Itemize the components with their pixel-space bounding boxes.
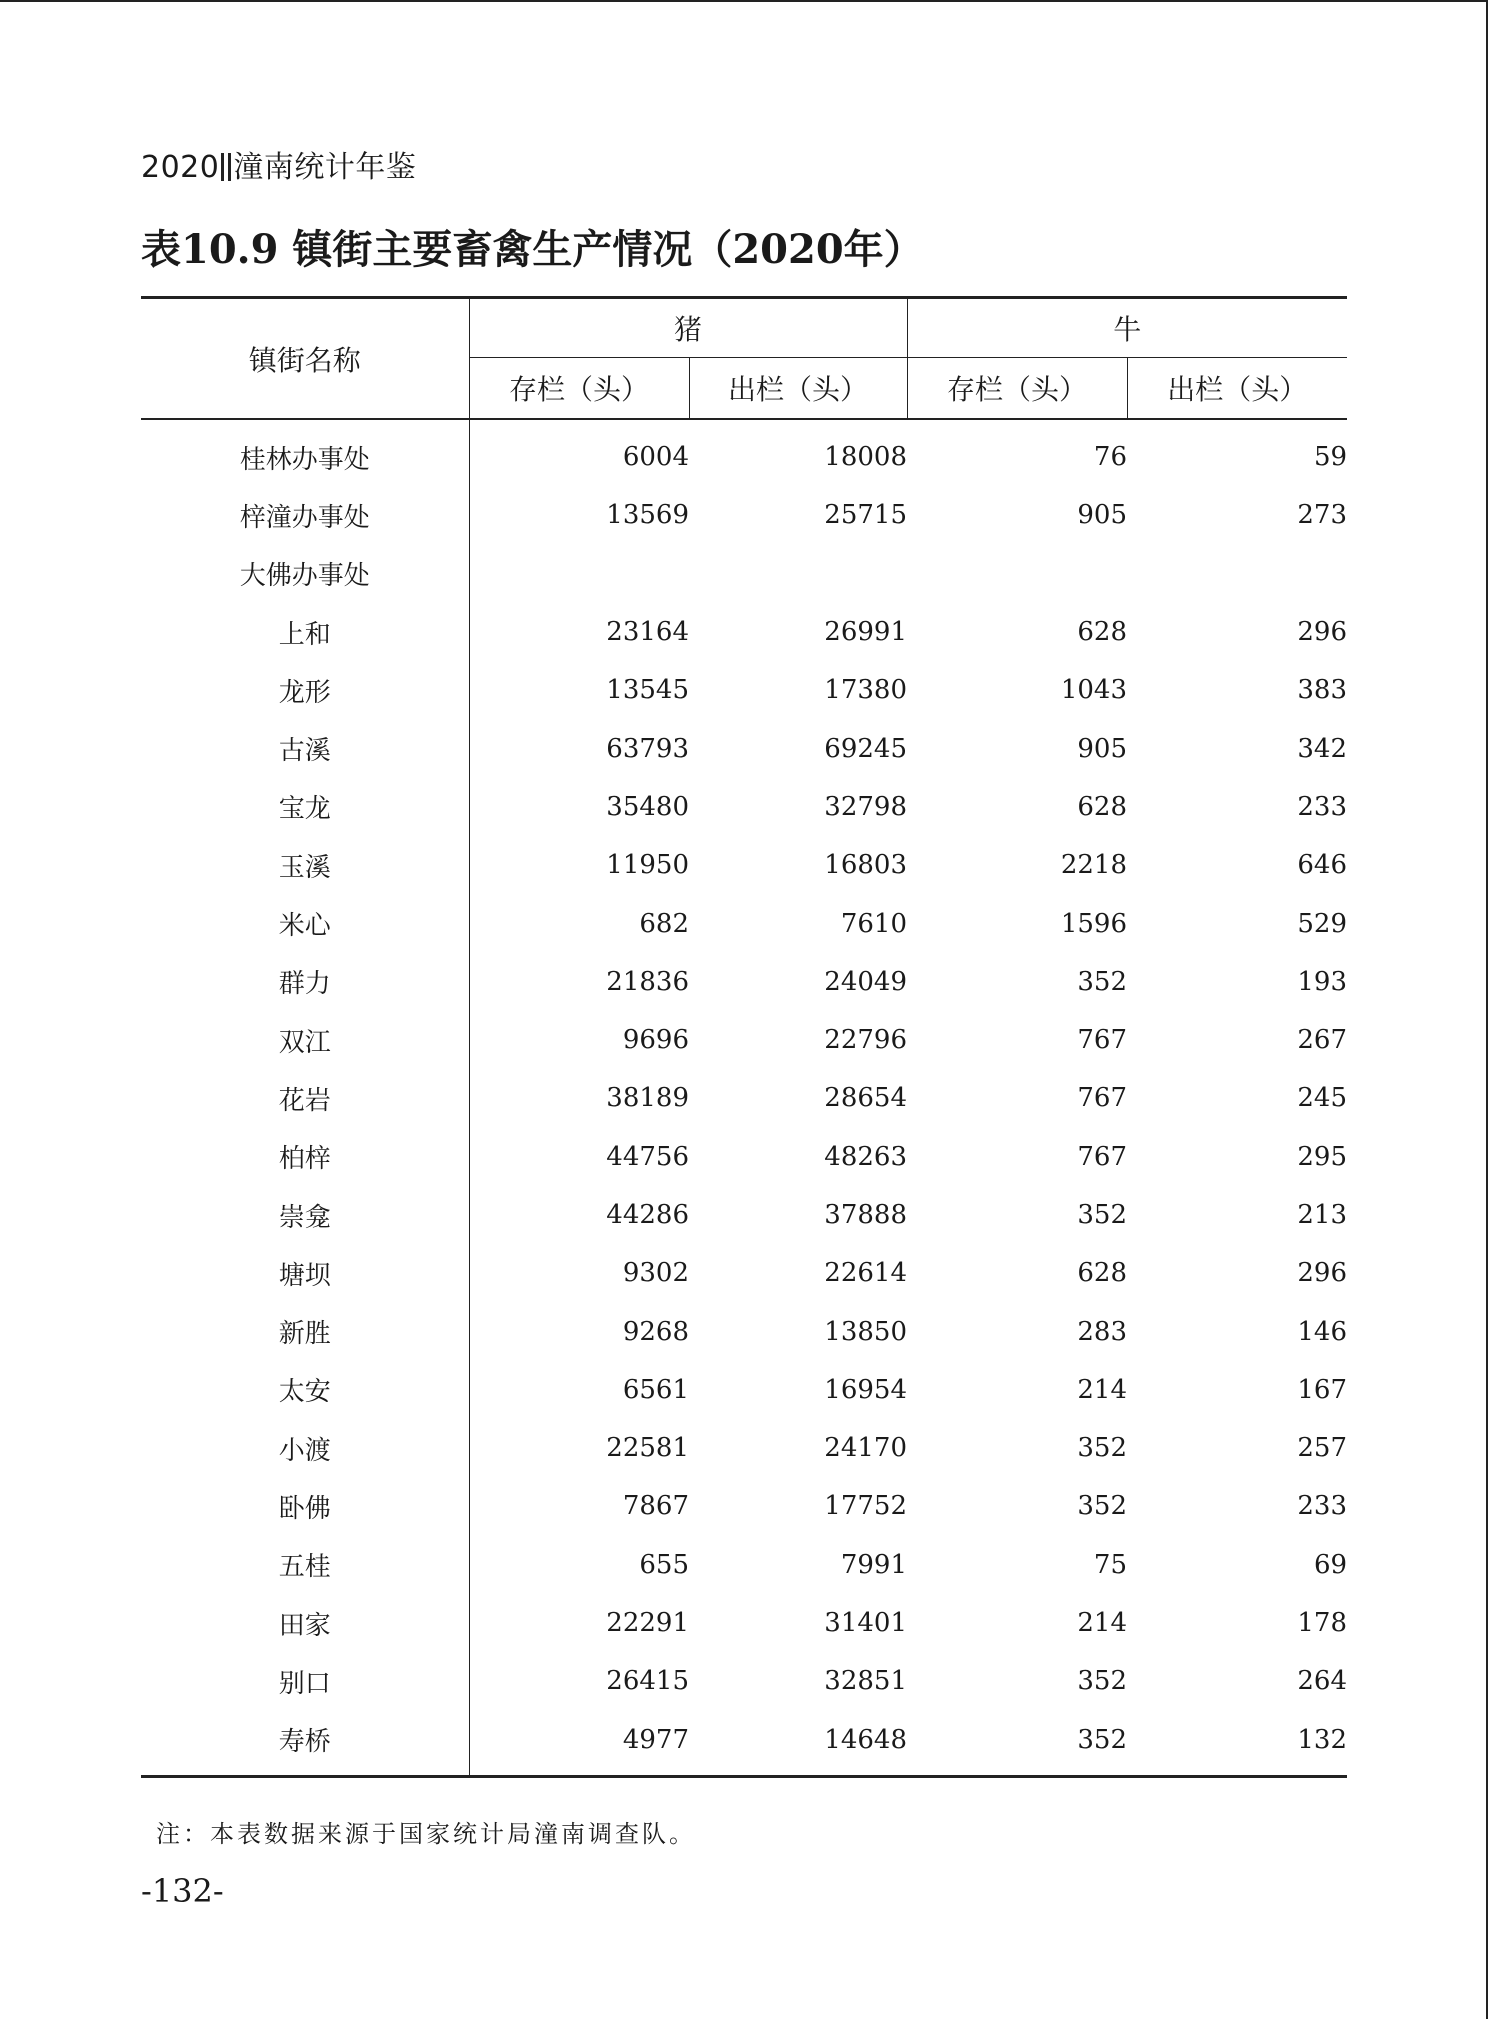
town-name-cell: 崇龛 <box>141 1186 469 1244</box>
value-cell: 273 <box>1297 500 1348 531</box>
value-cell: 13850 <box>824 1316 908 1347</box>
value-cell: 44286 <box>606 1200 689 1230</box>
table-row <box>141 545 1347 603</box>
value-cell: 233 <box>1297 1491 1348 1522</box>
town-name-cell: 桂林办事处 <box>141 419 469 486</box>
value-cell: 352 <box>1077 1433 1128 1464</box>
value-cell: 32798 <box>824 791 908 822</box>
value-cell: 28654 <box>824 1083 908 1114</box>
sub-header-cattle-stock: 存栏（头） <box>907 358 1127 420</box>
value-cell: 21836 <box>606 966 689 997</box>
value-cell: 905 <box>1077 500 1128 531</box>
town-name-cell: 别口 <box>141 1652 469 1710</box>
table-row <box>141 1011 1347 1069</box>
town-name-cell: 柏梓 <box>141 1128 469 1186</box>
value-cell: 132 <box>1127 1711 1347 1777</box>
value-cell: 13569 <box>606 500 689 531</box>
table-row <box>141 836 1347 894</box>
column-header-town-name: 镇街名称 <box>141 298 469 420</box>
table-row <box>141 1477 1347 1535</box>
value-cell: 193 <box>1297 966 1348 997</box>
table-row <box>141 1711 1347 1777</box>
running-header-year: 2020 <box>141 150 220 185</box>
value-cell: 529 <box>1297 908 1348 939</box>
table-row <box>141 419 1347 486</box>
group-header-pig: 猪 <box>469 298 907 358</box>
value-cell: 7867 <box>622 1491 689 1522</box>
value-cell: 655 <box>639 1549 689 1580</box>
value-cell: 13545 <box>606 675 689 706</box>
value-cell: 9268 <box>622 1316 689 1347</box>
value-cell: 17380 <box>824 675 908 706</box>
table-title: 表10.9 镇街主要畜禽生产情况（2020年） <box>141 226 924 273</box>
table-body <box>141 419 1347 1776</box>
value-cell: 18008 <box>824 442 908 473</box>
town-name-cell: 宝龙 <box>141 778 469 836</box>
value-cell: 35480 <box>606 791 689 822</box>
value-cell: 214 <box>1077 1608 1128 1639</box>
value-cell: 1596 <box>1060 908 1128 939</box>
value-cell: 264 <box>1297 1666 1348 1697</box>
value-cell: 17752 <box>824 1491 908 1522</box>
table-row <box>141 661 1347 719</box>
town-name-cell: 新胜 <box>141 1302 469 1360</box>
value-cell: 178 <box>1297 1608 1348 1639</box>
value-cell: 295 <box>1297 1141 1348 1172</box>
value-cell: 59 <box>1313 442 1348 473</box>
town-name-cell: 古溪 <box>141 719 469 777</box>
table-row <box>141 486 1347 544</box>
town-name-cell: 太安 <box>141 1361 469 1419</box>
town-name-cell: 塘坝 <box>141 1244 469 1302</box>
value-cell: 352 <box>1077 1491 1128 1522</box>
value-cell: 257 <box>1297 1433 1348 1464</box>
table-row <box>141 1186 1347 1244</box>
value-cell: 22614 <box>824 1258 908 1289</box>
table-row <box>141 1128 1347 1186</box>
value-cell: 69 <box>1313 1549 1348 1580</box>
table-row <box>141 603 1347 661</box>
value-cell: 11950 <box>606 850 689 881</box>
town-name-cell: 梓潼办事处 <box>141 486 469 544</box>
table-row <box>141 894 1347 952</box>
sub-header-pig-stock: 存栏（头） <box>469 358 689 420</box>
value-cell: 767 <box>1077 1141 1128 1172</box>
value-cell: 1043 <box>1060 675 1128 706</box>
value-cell: 682 <box>639 908 689 939</box>
table-row <box>141 1069 1347 1127</box>
table-row <box>141 1361 1347 1419</box>
value-cell: 63793 <box>606 733 689 764</box>
sub-header-pig-slaughter: 出栏（头） <box>689 358 907 420</box>
value-cell: 383 <box>1297 675 1348 706</box>
town-name-cell: 田家 <box>141 1594 469 1652</box>
town-name-cell: 大佛办事处 <box>141 545 469 603</box>
value-cell: 38189 <box>606 1083 689 1114</box>
value-cell: 26415 <box>606 1666 689 1697</box>
table-row <box>141 1419 1347 1477</box>
value-cell: 26991 <box>824 617 908 648</box>
table-row <box>141 719 1347 777</box>
value-cell: 37888 <box>824 1200 908 1230</box>
group-header-cattle: 牛 <box>907 298 1347 358</box>
value-cell: 167 <box>1297 1374 1348 1405</box>
value-cell: 22796 <box>824 1025 908 1056</box>
value-cell: 22581 <box>606 1433 689 1464</box>
town-name-cell: 卧佛 <box>141 1477 469 1535</box>
running-header <box>141 142 416 186</box>
value-cell: 646 <box>1297 850 1348 881</box>
value-cell: 352 <box>1077 1200 1128 1230</box>
sub-header-cattle-slaughter: 出栏（头） <box>1127 358 1347 420</box>
value-cell: 767 <box>1077 1025 1128 1056</box>
value-cell: 233 <box>1297 791 1348 822</box>
town-name-cell: 群力 <box>141 953 469 1011</box>
table-row <box>141 1652 1347 1710</box>
footnote: 注：本表数据来源于国家统计局潼南调查队。 <box>156 1820 696 1848</box>
value-cell: 628 <box>1077 791 1128 822</box>
value-cell: 628 <box>1077 1258 1128 1289</box>
value-cell: 23164 <box>606 617 689 648</box>
value-cell: 24049 <box>824 966 908 997</box>
table-row <box>141 1244 1347 1302</box>
table-row <box>141 778 1347 836</box>
value-cell: 9302 <box>622 1258 689 1289</box>
table-row <box>141 1536 1347 1594</box>
value-cell <box>469 545 689 603</box>
value-cell: 214 <box>1077 1374 1128 1405</box>
value-cell: 76 <box>1093 442 1128 473</box>
town-name-cell: 龙形 <box>141 661 469 719</box>
town-name-cell: 花岩 <box>141 1069 469 1127</box>
value-cell: 767 <box>1077 1083 1128 1114</box>
value-cell: 75 <box>1093 1549 1128 1580</box>
town-name-cell: 寿桥 <box>141 1711 469 1777</box>
value-cell: 9696 <box>622 1025 689 1056</box>
table-row <box>141 953 1347 1011</box>
value-cell: 267 <box>1297 1025 1348 1056</box>
value-cell: 213 <box>1297 1200 1348 1230</box>
town-name-cell: 上和 <box>141 603 469 661</box>
page-number: -132- <box>141 1872 224 1910</box>
value-cell: 22291 <box>606 1608 689 1639</box>
value-cell <box>1127 545 1347 603</box>
value-cell: 296 <box>1297 617 1348 648</box>
town-name-cell: 玉溪 <box>141 836 469 894</box>
value-cell: 16954 <box>824 1374 908 1405</box>
value-cell: 628 <box>1077 617 1128 648</box>
town-name-cell: 小渡 <box>141 1419 469 1477</box>
value-cell: 352 <box>1077 1666 1128 1697</box>
table-row <box>141 1302 1347 1360</box>
town-name-cell: 五桂 <box>141 1536 469 1594</box>
value-cell: 14648 <box>689 1711 907 1777</box>
value-cell: 905 <box>1077 733 1128 764</box>
value-cell: 7991 <box>840 1549 908 1580</box>
value-cell: 352 <box>907 1711 1127 1777</box>
value-cell <box>689 545 907 603</box>
header-divider <box>221 153 224 181</box>
value-cell: 44756 <box>606 1141 689 1172</box>
page-border-top <box>0 0 1488 2</box>
value-cell: 7610 <box>840 908 908 939</box>
value-cell: 283 <box>1077 1316 1128 1347</box>
value-cell: 352 <box>1077 966 1128 997</box>
value-cell: 4977 <box>469 1711 689 1777</box>
value-cell: 245 <box>1297 1083 1348 1114</box>
value-cell: 25715 <box>824 500 908 531</box>
town-name-cell: 米心 <box>141 894 469 952</box>
value-cell: 16803 <box>824 850 908 881</box>
value-cell: 48263 <box>824 1141 908 1172</box>
value-cell <box>907 545 1127 603</box>
value-cell: 31401 <box>824 1608 908 1639</box>
value-cell: 146 <box>1297 1316 1348 1347</box>
value-cell: 342 <box>1297 733 1348 764</box>
header-divider <box>228 153 231 181</box>
livestock-table <box>141 296 1347 1778</box>
value-cell: 6004 <box>622 442 689 473</box>
value-cell: 2218 <box>1060 850 1128 881</box>
running-header-book: 潼南统计年鉴 <box>233 150 417 185</box>
value-cell: 6561 <box>622 1374 689 1405</box>
value-cell: 296 <box>1297 1258 1348 1289</box>
table-row <box>141 1594 1347 1652</box>
value-cell: 24170 <box>824 1433 908 1464</box>
town-name-cell: 双江 <box>141 1011 469 1069</box>
value-cell: 69245 <box>824 733 908 764</box>
value-cell: 32851 <box>824 1666 908 1697</box>
